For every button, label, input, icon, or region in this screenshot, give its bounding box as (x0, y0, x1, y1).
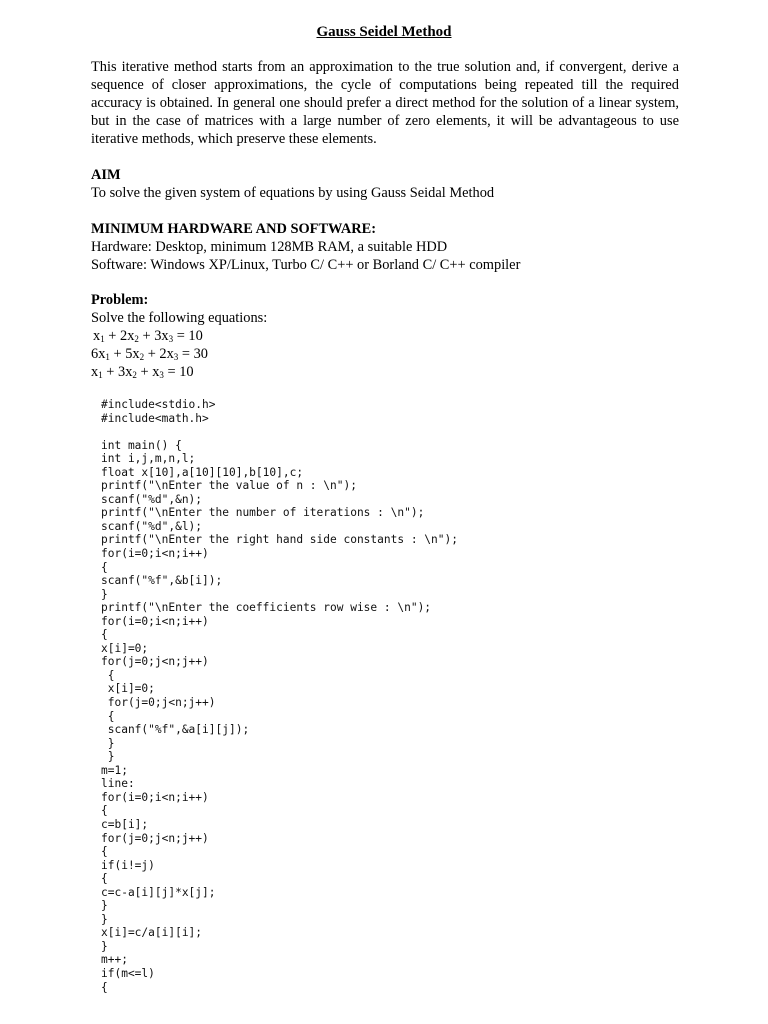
code-line: scanf("%f",&a[i][j]); (101, 723, 250, 737)
problem-heading: Problem: (91, 292, 149, 308)
code-line: { (101, 872, 108, 886)
code-line: #include<math.h> (101, 411, 209, 425)
code-line: int main() { (101, 438, 182, 452)
page-title: Gauss Seidel Method (316, 24, 452, 40)
code-line: scanf("%f",&b[i]); (101, 574, 223, 588)
code-line: int i,j,m,n,l; (101, 452, 196, 466)
equation-1: $x_1 + 2x_2 + 3x_3 = 10$ (93, 328, 203, 344)
code-line: float x[10],a[10][10],b[10],c; (101, 465, 304, 479)
code-line: m=1; (101, 763, 128, 777)
code-line: for(j=0;j<n;j++) (101, 655, 209, 669)
code-line: { (101, 980, 108, 994)
code-line: { (101, 804, 108, 818)
code-line: { (101, 709, 115, 723)
code-line: printf("\nEnter the value of n : \n"); (101, 479, 357, 493)
code-line: { (101, 845, 108, 859)
code-line: } (101, 912, 108, 926)
equation-3: $x_1 + 3x_2 + x_3 = 10$ (91, 364, 194, 380)
requirements-section (91, 220, 520, 274)
code-line: m++; (101, 953, 128, 967)
software-line: Software: Windows XP/Linux, Turbo C/ C++ or Borland C/ C++ compiler (91, 257, 521, 273)
problem-intro: Solve the following equations: (91, 310, 268, 326)
intro-paragraph: This iterative method starts from an approximation to the true solution and, if convergent, derive a sequence of closer approximations, the cycle of computations being repeated till the required accuracy is obtained. In general one should prefer a direct method for the solution of a linear system, but in the case of matrices with a large number of zero elements, it will be advantageous to use iterative methods, which preserve these elements. (91, 59, 679, 147)
code-line: if(i!=j) (101, 858, 155, 872)
code-line: for(j=0;j<n;j++) (101, 696, 216, 710)
code-line: x[i]=c/a[i][i]; (101, 926, 203, 940)
code-line: } (101, 750, 115, 764)
code-line: x[i]=0; (101, 682, 155, 696)
code-line: printf("\nEnter the right hand side constants : \n"); (101, 533, 458, 547)
code-line: #include<stdio.h> (101, 398, 216, 411)
code-line: for(j=0;j<n;j++) (101, 831, 209, 845)
code-line: { (101, 560, 108, 574)
aim-text: To solve the given system of equations by using Gauss Seidal Method (91, 185, 495, 201)
code-line: c=c-a[i][j]*x[j]; (101, 885, 216, 899)
code-line: line: (101, 777, 135, 791)
code-line: x[i]=0; (101, 641, 149, 655)
code-line: if(m<=l) (101, 966, 155, 980)
code-line: { (101, 668, 115, 682)
code-line: for(i=0;i<n;i++) (101, 790, 209, 804)
code-line: } (101, 939, 108, 953)
code-line: { (101, 628, 108, 642)
code-line: } (101, 736, 115, 750)
requirements-heading: MINIMUM HARDWARE AND SOFTWARE: (91, 221, 377, 237)
aim-section (91, 166, 494, 202)
hardware-line: Hardware: Desktop, minimum 128MB RAM, a suitable HDD (91, 239, 448, 255)
code-line (101, 425, 458, 439)
problem-section (91, 291, 267, 327)
equation-2: $6x_1 + 5x_2 + 2x_3 = 30$ (91, 346, 208, 362)
code-line: scanf("%d",&l); (101, 519, 203, 533)
code-line: printf("\nEnter the coefficients row wise : \n"); (101, 601, 432, 615)
code-line: for(i=0;i<n;i++) (101, 614, 209, 628)
code-line: for(i=0;i<n;i++) (101, 547, 209, 561)
code-line: scanf("%d",&n); (101, 492, 203, 506)
aim-heading: AIM (91, 167, 121, 183)
code-listing (101, 398, 458, 994)
code-line: } (101, 587, 108, 601)
code-line: c=b[i]; (101, 817, 149, 831)
code-line: printf("\nEnter the number of iterations : \n"); (101, 506, 425, 520)
code-line: } (101, 899, 108, 913)
